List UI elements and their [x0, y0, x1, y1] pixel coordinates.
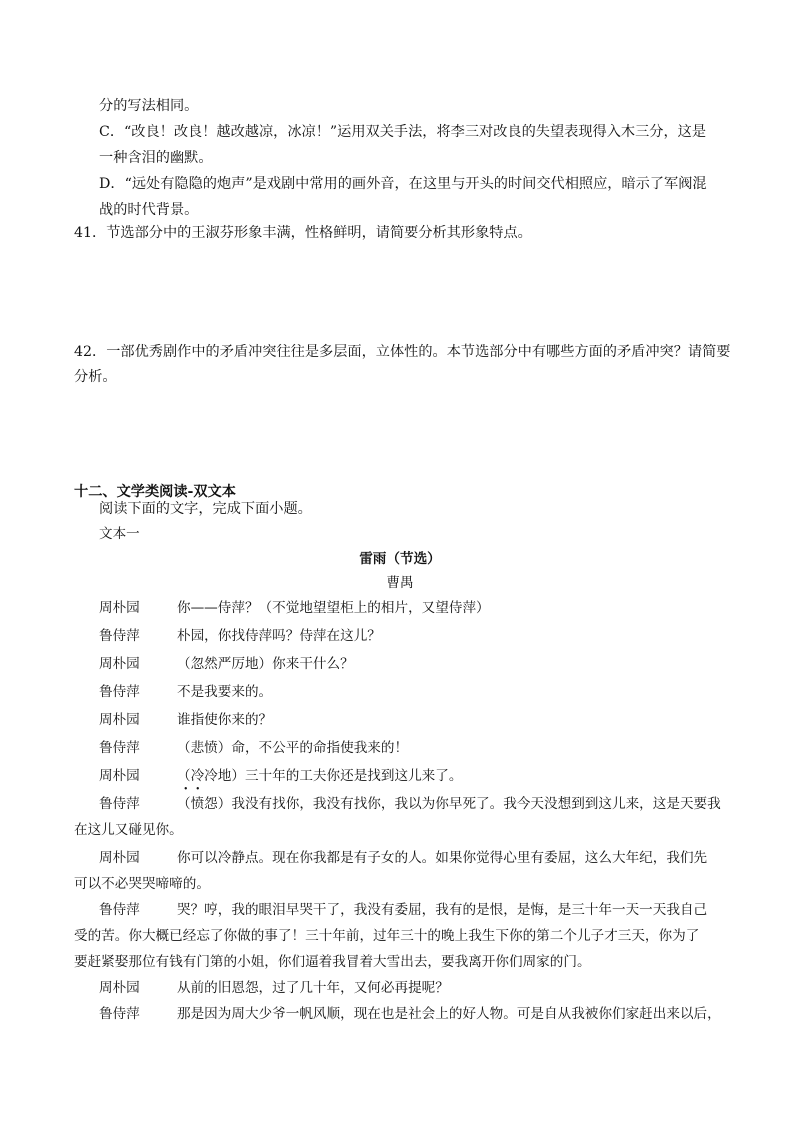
dialogue-line [99, 848, 707, 868]
speaker-name: 周朴园 [99, 712, 140, 728]
dialogue-text: （忽然严厉地）你来干什么？ [177, 656, 354, 672]
dialogue-line [99, 682, 272, 702]
dialogue-line [99, 794, 721, 814]
q40-option-d-line2: 战的时代背景。 [99, 202, 199, 218]
dialogue-continuation: 要赶紧娶那位有钱有门第的小姐，你们逼着我冒着大雪出去，要我离开你们周家的门。 [74, 954, 591, 970]
dialogue-text: 从前的旧恩怨，过了几十年，又何必再提呢？ [177, 980, 449, 996]
dialogue-line [99, 1004, 721, 1024]
play-title: 雷雨（节选） [359, 551, 441, 567]
question-42-line2: 分析。 [74, 369, 117, 385]
speaker-name: 周朴园 [99, 768, 140, 784]
dialogue-line [99, 654, 354, 674]
play-author: 曹禺 [386, 575, 414, 591]
text-one-label: 文本一 [99, 526, 140, 542]
reading-instruction: 阅读下面的文字，完成下面小题。 [99, 501, 312, 517]
section-title: 十二、文学类阅读-双文本 [74, 484, 236, 500]
dialogue-line [99, 626, 381, 646]
dialogue-text: 你——侍萍？（不觉地望望柜上的相片，又望侍萍） [177, 600, 490, 616]
dialogue-continuation: 受的苦。你大概已经忘了你做的事了！三十年前，过年三十的晚上我生下你的第二个儿子才三天，你为了 [74, 928, 700, 944]
emphasis-dots: • • [184, 784, 203, 795]
q40-option-c-line1: C．“改良！改良！越改越凉，冰凉！”运用双关手法，将李三对改良的失望表现得入木三分，这是 [99, 124, 707, 140]
dialogue-line [99, 710, 272, 730]
speaker-name: 鲁侍萍 [99, 628, 140, 644]
speaker-name: 周朴园 [99, 850, 140, 866]
dialogue-text: 不是我要来的。 [177, 684, 273, 700]
dialogue-line [99, 598, 490, 618]
dialogue-continuation: 可以不必哭哭啼啼的。 [74, 876, 210, 892]
speaker-name: 鲁侍萍 [99, 1006, 140, 1022]
dialogue-text: 那是因为周大少爷一帆风顺，现在也是社会上的好人物。可是自从我被你们家赶出来以后， [177, 1006, 721, 1022]
dialogue-text: 你可以冷静点。现在你我都是有子女的人。如果你觉得心里有委屈，这么大年纪，我们先 [177, 850, 708, 866]
speaker-name: 周朴园 [99, 600, 140, 616]
dialogue-line [99, 900, 707, 920]
question-42-line1: 42．一部优秀剧作中的矛盾冲突往往是多层面，立体性的。本节选部分中有哪些方面的矛盾冲突？请简要 [74, 344, 731, 360]
question-41: 41．节选部分中的王淑芬形象丰满，性格鲜明，请简要分析其形象特点。 [74, 225, 532, 241]
q40-tail: 分的写法相同。 [99, 98, 199, 114]
q40-option-d-line1: D．“远处有隐隐的炮声”是戏剧中常用的画外音，在这里与开头的时间交代相照应，暗示了军阀混 [99, 176, 707, 192]
dialogue-text: 哭？哼，我的眼泪早哭干了，我没有委屈，我有的是恨，是悔，是三十年一天一天我自己 [177, 902, 708, 918]
dialogue-line [99, 766, 462, 786]
dialogue-continuation: 在这儿又碰见你。 [74, 822, 183, 838]
speaker-name: 鲁侍萍 [99, 902, 140, 918]
dialogue-line [99, 978, 449, 998]
dialogue-text: （愤怨）我没有找你，我没有找你，我以为你早死了。我今天没想到到这儿来，这是天要我 [177, 796, 721, 812]
speaker-name: 周朴园 [99, 980, 140, 996]
dialogue-text: 朴园，你找侍萍吗？侍萍在这儿？ [177, 628, 381, 644]
dialogue-text: （冷冷地）三十年的工夫你还是找到这儿来了。 [177, 768, 463, 784]
dialogue-line [99, 738, 408, 758]
q40-option-c-line2: 一种含泪的幽默。 [99, 150, 213, 166]
dialogue-text: 谁指使你来的？ [177, 712, 273, 728]
speaker-name: 鲁侍萍 [99, 796, 140, 812]
speaker-name: 鲁侍萍 [99, 740, 140, 756]
speaker-name: 鲁侍萍 [99, 684, 140, 700]
dialogue-text: （悲愤）命，不公平的命指使我来的！ [177, 740, 409, 756]
speaker-name: 周朴园 [99, 656, 140, 672]
